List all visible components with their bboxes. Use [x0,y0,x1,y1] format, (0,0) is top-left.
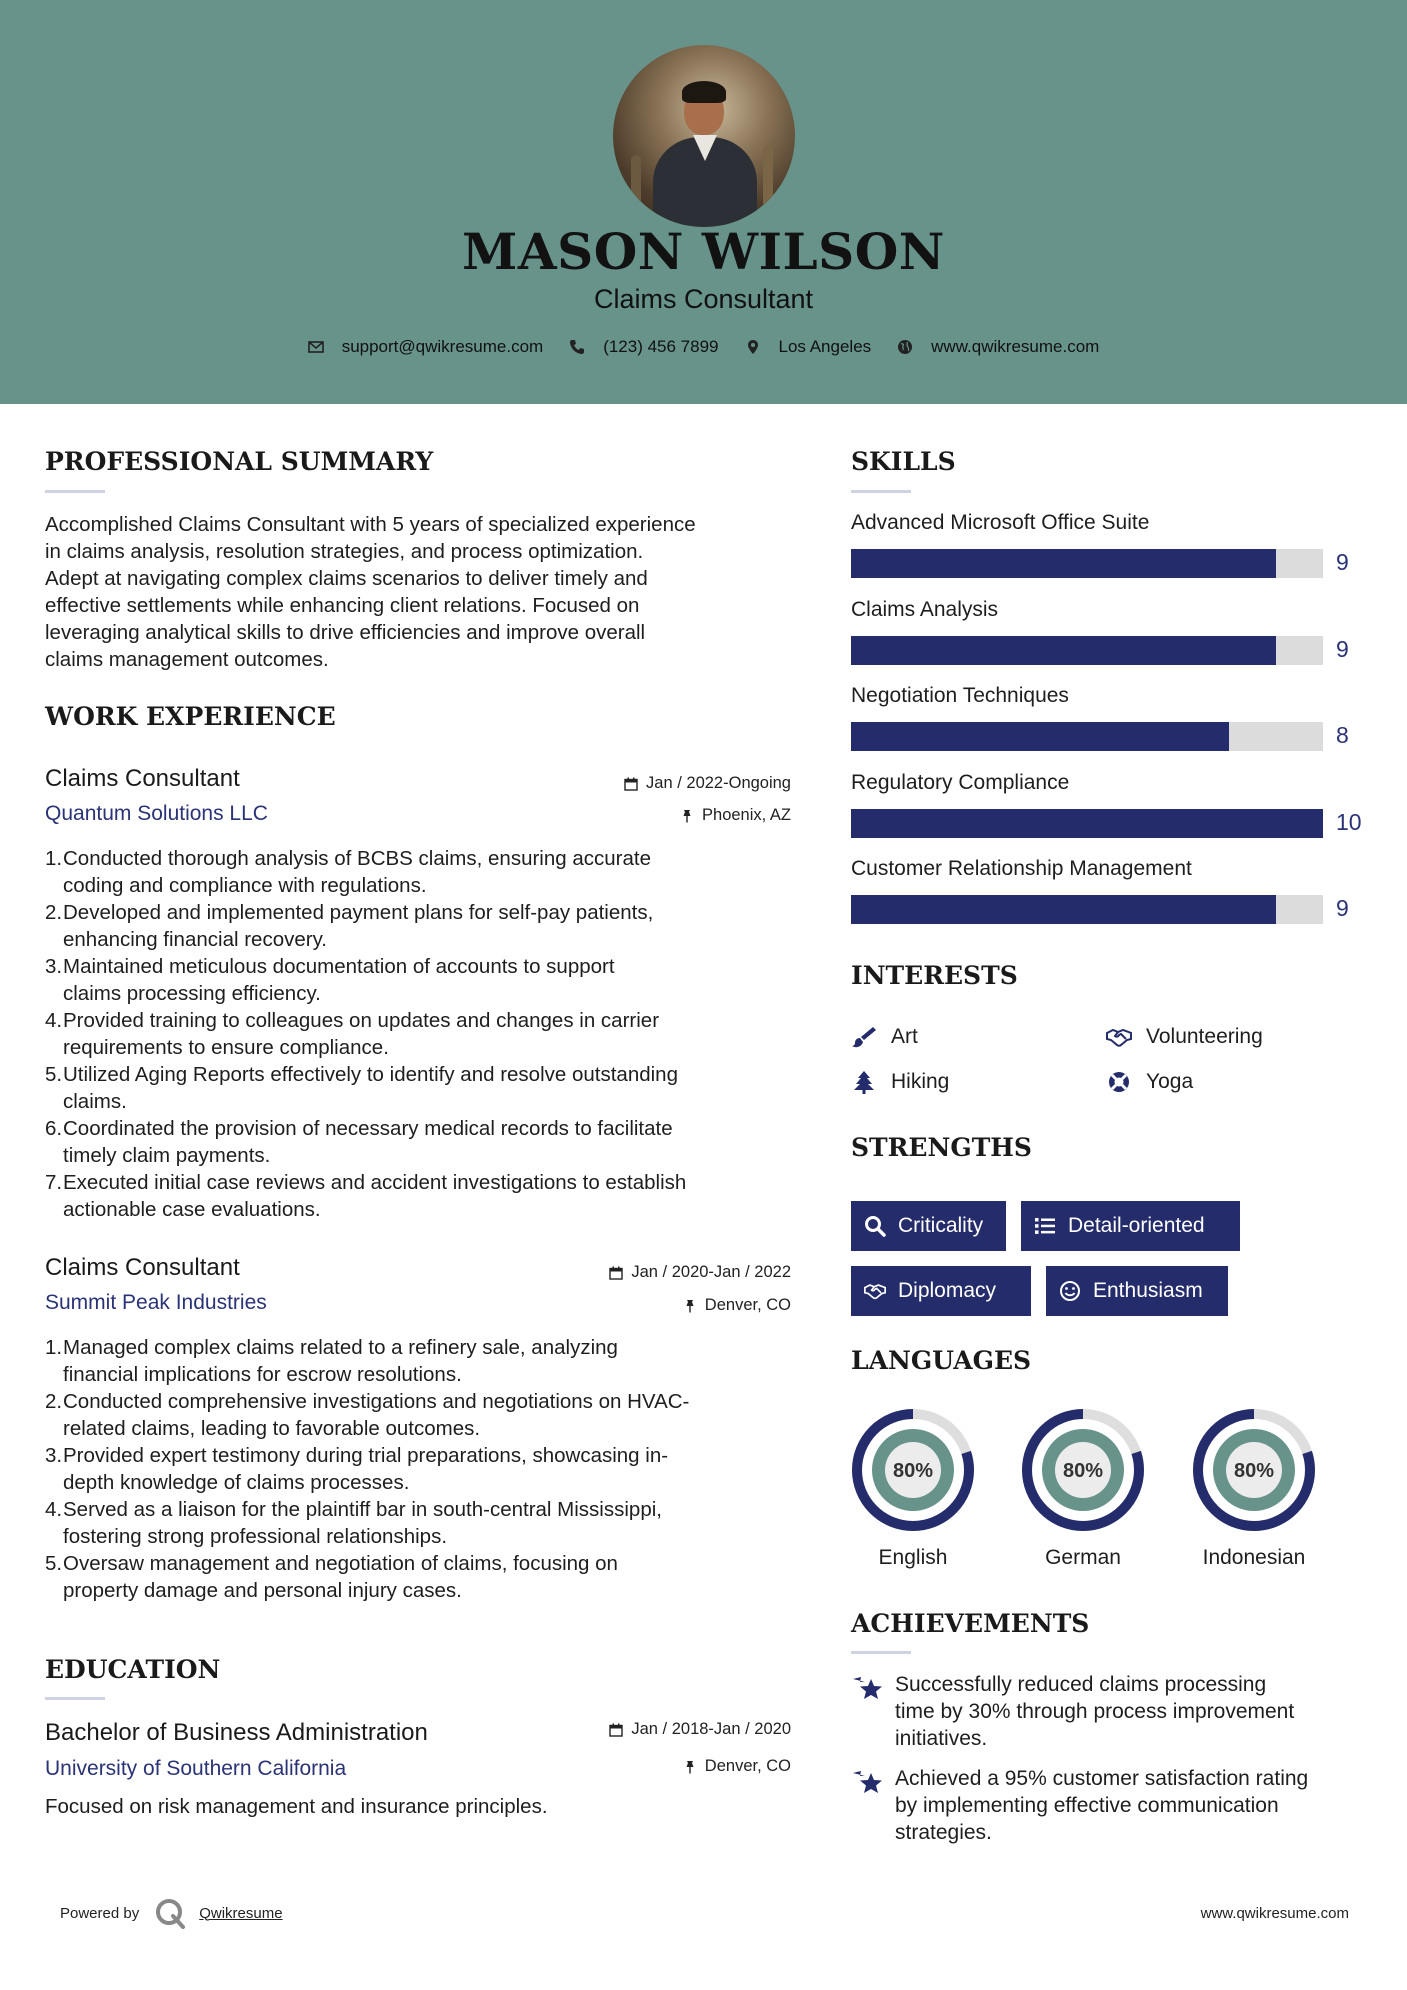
degree-title: Bachelor of Business Administration [45,1719,428,1746]
education-underline [45,1697,105,1700]
skill-label: Negotiation Techniques [851,684,1069,707]
profile-photo [613,45,795,227]
smile-icon [1059,1280,1081,1302]
job-location: Denver, CO [683,1296,791,1315]
duty-item: 2. Conducted comprehensive investigations and negotiations on HVAC- related claims, leading to favorable outcomes. [45,1390,690,1440]
pin-icon [683,1299,697,1313]
contact-email[interactable] [308,337,544,357]
footer-brand-link[interactable]: Qwikresume [199,1904,283,1922]
language-donut [1021,1408,1145,1532]
skill-bar-fill [851,809,1323,838]
paintbrush-icon [851,1025,877,1049]
duty-item: 2. Developed and implemented payment plans for self-pay patients, enhancing financial recovery. [45,901,654,951]
skill-bar-fill [851,549,1276,578]
contact-location [745,337,872,357]
skills-heading: SKILLS [851,447,956,476]
school-name: University of Southern California [45,1757,347,1780]
contact-phone[interactable] [569,337,718,357]
skill-bar-track [851,636,1323,665]
strengths-heading: STRENGTHS [851,1133,1032,1162]
language-name: English [878,1546,948,1569]
job-title: Claims Consultant [45,1254,240,1281]
contact-website-text: www.qwikresume.com [931,337,1100,356]
job-location: Phoenix, AZ [680,806,791,825]
language-name: Indonesian [1202,1546,1306,1569]
achievement-item: Achieved a 95% customer satisfaction rating by implementing effective communication strategies. [851,1765,1371,1846]
summary-text [45,511,696,673]
language-name: German [1045,1546,1121,1569]
interest-hiking: Hiking [851,1070,949,1094]
skill-value: 9 [1336,549,1349,575]
calendar-icon [609,1723,623,1737]
summary-line: claims management outcomes. [45,648,329,671]
summary-line: Adept at navigating complex claims scenarios to deliver timely and [45,567,648,590]
job-dates: Jan / 2020-Jan / 2022 [609,1263,791,1282]
header-banner [0,0,1407,404]
languages-heading: LANGUAGES [851,1346,1032,1375]
duty-item: 7. Executed initial case reviews and accident investigations to establish actionable case evaluations. [45,1171,687,1221]
skill-value: 9 [1336,635,1349,662]
summary-line: leveraging analytical skills to drive efficiencies and improve overall [45,621,646,644]
skill-bar-fill [851,722,1229,751]
company-name: Summit Peak Industries [45,1291,267,1314]
star-medal-icon [851,1767,885,1797]
phone-icon [569,339,585,355]
duty-item: 5. Oversaw management and negotiation of claims, focusing on property damage and personal injury cases. [45,1552,618,1602]
list-icon [1034,1215,1056,1237]
strength-chip-enthusiasm: Enthusiasm [1046,1266,1228,1316]
skill-bar-track [851,895,1323,924]
contact-email-text: support@qwikresume.com [341,337,544,356]
contact-location-text: Los Angeles [778,337,872,356]
duty-item: 1. Conducted thorough analysis of BCBS claims, ensuring accurate coding and compliance with regulations. [45,847,651,897]
education-dates: Jan / 2018-Jan / 2020 [609,1720,791,1739]
envelope-icon [308,339,324,355]
experience-heading: WORK EXPERIENCE [45,702,336,731]
skill-label: Claims Analysis [851,597,999,621]
search-icon [864,1215,886,1237]
map-marker-icon [745,339,761,355]
handshake-icon [864,1280,886,1302]
strength-chip-criticality: Criticality [851,1201,1006,1251]
skill-value: 10 [1336,808,1362,835]
language-item [1192,1408,1316,1569]
strength-chip-diplomacy: Diplomacy [851,1266,1031,1316]
job-duties-list [45,845,805,1223]
contact-bar [0,337,1407,357]
candidate-name: MASON WILSON [462,222,945,281]
pin-icon [680,809,694,823]
duty-item: 3. Maintained meticulous documentation of accounts to support claims processing efficiency. [45,955,615,1005]
summary-heading: PROFESSIONAL SUMMARY [45,447,434,476]
summary-line: in claims analysis, resolution strategies, and process optimization. [45,540,644,563]
life-ring-icon [1106,1070,1132,1094]
candidate-title: Claims Consultant [593,284,814,314]
footer-website-link[interactable]: www.qwikresume.com [1200,1905,1349,1922]
language-percent-label: 80% [1233,1460,1275,1482]
qwikresume-logo-icon [153,1896,187,1930]
skill-label: Advanced Microsoft Office Suite [851,511,1150,534]
interests-heading: INTERESTS [851,961,1018,990]
education-heading: EDUCATION [45,1655,221,1684]
skill-value: 8 [1336,722,1349,748]
duty-item: 1. Managed complex claims related to a refinery sale, analyzing financial implications for escrow resolutions. [45,1336,618,1386]
achievements-underline [851,1651,911,1654]
skill-label: Customer Relationship Management [851,857,1192,880]
skill-bar-fill [851,895,1276,924]
skill-bar-track [851,549,1323,578]
interest-yoga: Yoga [1106,1070,1193,1094]
duty-item: 4. Provided training to colleagues on updates and changes in carrier requirements to ensure compliance. [45,1009,660,1059]
contact-phone-text: (123) 456 7899 [603,337,719,356]
company-name: Quantum Solutions LLC [45,802,268,825]
summary-line: effective settlements while enhancing client relations. Focused on [45,594,640,617]
skill-bar-fill [851,636,1276,665]
language-item [851,1408,975,1569]
calendar-icon [609,1266,623,1280]
duty-item: 6. Coordinated the provision of necessary medical records to facilitate timely claim payments. [45,1117,673,1167]
achievements-heading: ACHIEVEMENTS [851,1609,1090,1638]
language-percent-label: 80% [1062,1460,1104,1482]
footer-powered-by: Powered by Qwikresume [60,1896,283,1930]
summary-underline [45,490,105,493]
skill-value: 9 [1336,895,1349,921]
interest-art: Art [851,1025,918,1049]
contact-website[interactable] [897,337,1099,357]
summary-line: Accomplished Claims Consultant with 5 years of specialized experience [45,513,696,536]
calendar-icon [624,777,638,791]
language-donut [1192,1408,1316,1532]
duty-item: 4. Served as a liaison for the plaintiff bar in south-central Mississippi, fostering strong professional relationships. [45,1498,662,1548]
language-donut [851,1408,975,1532]
star-medal-icon [851,1673,885,1703]
language-percent-label: 80% [892,1460,934,1482]
handshake-icon [1106,1025,1132,1049]
education-description: Focused on risk management and insurance principles. [45,1795,548,1818]
language-item [1021,1408,1145,1569]
achievement-item: Successfully reduced claims processing time by 30% through process improvement initiatives. [851,1671,1371,1752]
skill-label: Regulatory Compliance [851,770,1070,794]
pin-icon [683,1760,697,1774]
duty-item: 3. Provided expert testimony during trial preparations, showcasing in- depth knowledge of claims processes. [45,1444,669,1494]
job-dates: Jan / 2022-Ongoing [624,774,791,793]
strength-chip-detail-oriented: Detail-oriented [1021,1201,1240,1251]
skills-underline [851,490,911,493]
globe-icon [897,339,913,355]
duty-item: 5. Utilized Aging Reports effectively to identify and resolve outstanding claims. [45,1063,678,1113]
tree-icon [851,1070,877,1094]
job-title: Claims Consultant [45,765,240,792]
skill-bar-track [851,809,1323,838]
interest-volunteering: Volunteering [1106,1025,1263,1049]
education-location: Denver, CO [683,1757,791,1776]
job-duties-list [45,1334,805,1604]
skill-bar-track [851,722,1323,751]
